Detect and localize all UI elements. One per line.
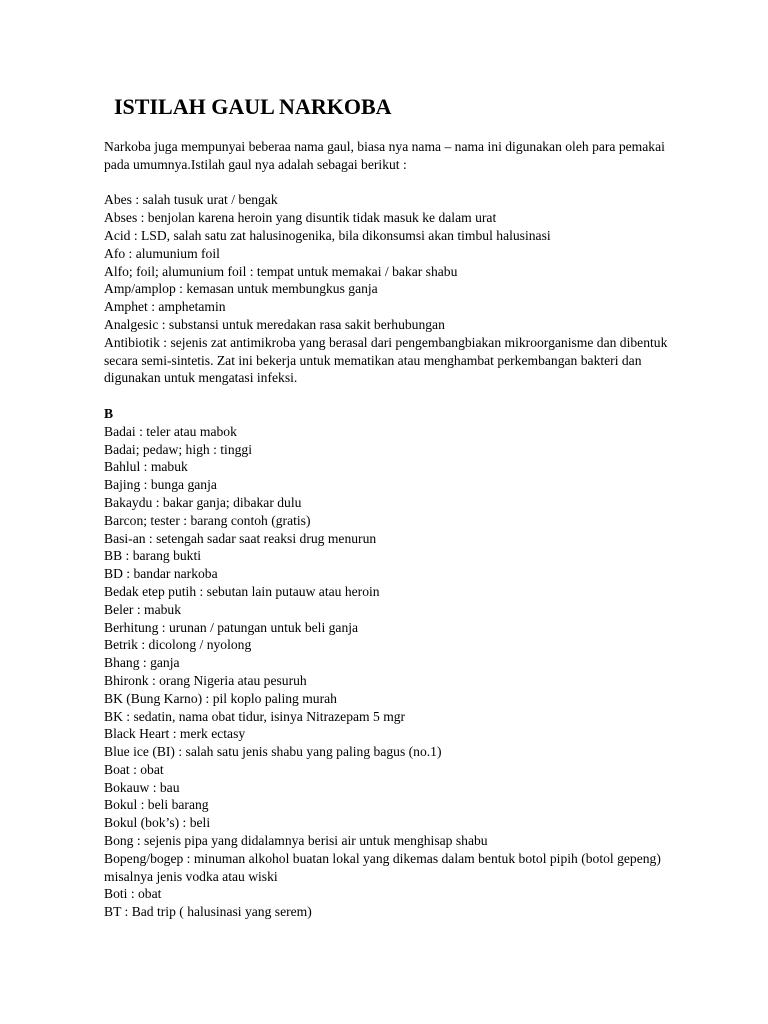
glossary-entry: Bokul (bok’s) : beli [104, 815, 211, 831]
entries-list-b [104, 423, 674, 921]
glossary-entry: Amphet : amphetamin [104, 299, 226, 315]
glossary-entry: Bopeng/bogep : minuman alkohol buatan lokal yang dikemas dalam bentuk botol pipih (botol gepeng) misalnya jenis vodka atau wiski [104, 850, 661, 884]
page-title: ISTILAH GAUL NARKOBA [114, 94, 392, 119]
entries-list-a [104, 191, 674, 387]
glossary-entry: Bajing : bunga ganja [104, 477, 217, 493]
glossary-entry: Antibiotik : sejenis zat antimikroba yang berasal dari pengembangbiakan mikroorganisme dan dibentuk secara semi-sintetis. Zat ini bekerja untuk mematikan atau menghambat perkembangan bakteri dan digunakan untuk mengatasi infeksi. [104, 334, 668, 386]
glossary-entry: BT : Bad trip ( halusinasi yang serem) [104, 904, 312, 920]
glossary-entry: Amp/amplop : kemasan untuk membungkus ganja [104, 281, 378, 297]
glossary-entry: Badai; pedaw; high : tinggi [104, 441, 252, 457]
glossary-entry: Black Heart : merk ectasy [104, 726, 246, 742]
glossary-entry: Analgesic : substansi untuk meredakan rasa sakit berhubungan [104, 316, 445, 332]
glossary-entry: Acid : LSD, salah satu zat halusinogenika, bila dikonsumsi akan timbul halusinasi [104, 227, 551, 243]
glossary-entry: Bong : sejenis pipa yang didalamnya berisi air untuk menghisap shabu [104, 833, 488, 849]
glossary-entry: BB : barang bukti [104, 548, 202, 564]
glossary-entry: BD : bandar narkoba [104, 566, 218, 582]
glossary-entry: Betrik : dicolong / nyolong [104, 637, 252, 653]
glossary-entry: BK : sedatin, nama obat tidur, isinya Nitrazepam 5 mgr [104, 708, 406, 724]
glossary-entry: Bhang : ganja [104, 655, 180, 671]
section-heading-b: B [104, 405, 114, 421]
glossary-entry: Beler : mabuk [104, 601, 182, 617]
glossary-entry: Bedak etep putih : sebutan lain putauw atau heroin [104, 583, 380, 599]
glossary-entry: Badai : teler atau mabok [104, 423, 237, 439]
glossary-entry: Berhitung : urunan / patungan untuk beli ganja [104, 619, 359, 635]
glossary-entry: Bakaydu : bakar ganja; dibakar dulu [104, 494, 302, 510]
document-body [104, 138, 674, 921]
glossary-entry: Bhironk : orang Nigeria atau pesuruh [104, 672, 307, 688]
glossary-entry: Abes : salah tusuk urat / bengak [104, 192, 278, 208]
glossary-entry: Bokul : beli barang [104, 797, 209, 813]
glossary-entry: Barcon; tester : barang contoh (gratis) [104, 512, 311, 528]
glossary-entry: Boti : obat [104, 886, 162, 902]
glossary-entry: Bokauw : bau [104, 779, 180, 795]
glossary-entry: Boat : obat [104, 761, 164, 777]
glossary-entry: BK (Bung Karno) : pil koplo paling murah [104, 690, 337, 706]
glossary-entry: Afo : alumunium foil [104, 245, 220, 261]
glossary-entry: Basi-an : setengah sadar saat reaksi drug menurun [104, 530, 377, 546]
glossary-entry: Bahlul : mabuk [104, 459, 188, 475]
glossary-entry: Abses : benjolan karena heroin yang disuntik tidak masuk ke dalam urat [104, 210, 497, 226]
intro-paragraph: Narkoba juga mempunyai beberaa nama gaul, biasa nya nama – nama ini digunakan oleh para pemakai pada umumnya.Istilah gaul nya adalah sebagai berikut : [104, 139, 665, 172]
glossary-entry: Blue ice (BI) : salah satu jenis shabu yang paling bagus (no.1) [104, 744, 442, 760]
glossary-entry: Alfo; foil; alumunium foil : tempat untuk memakai / bakar shabu [104, 263, 458, 279]
